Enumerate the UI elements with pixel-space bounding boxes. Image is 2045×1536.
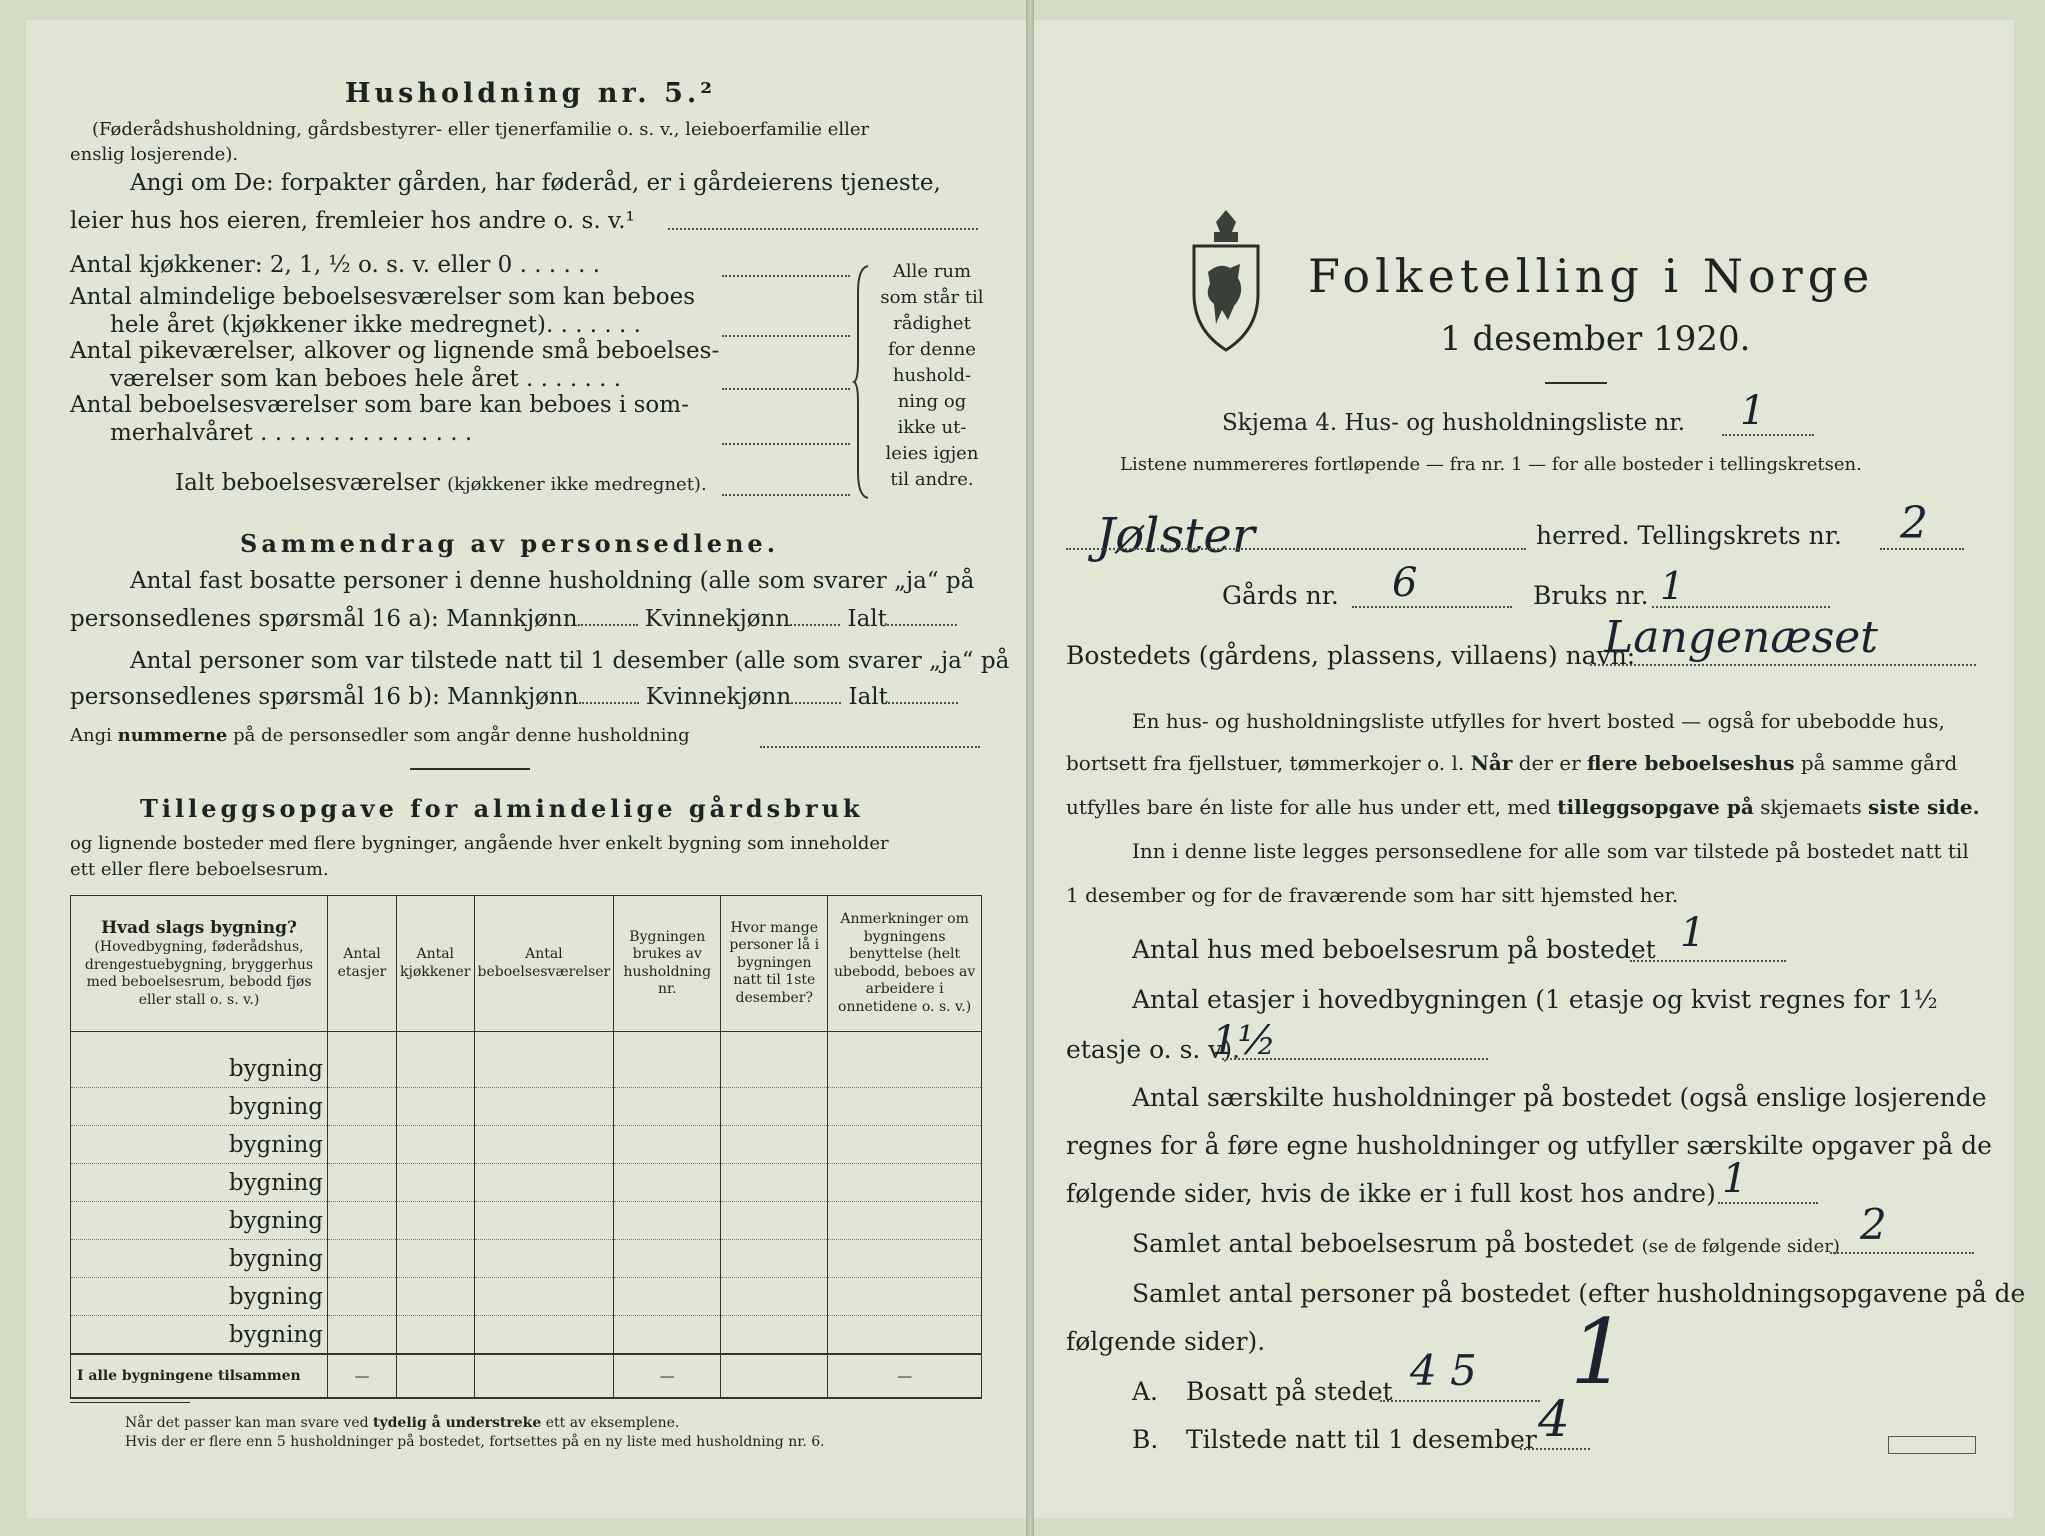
table-cell — [828, 1088, 982, 1126]
skjema-line: Skjema 4. Hus- og husholdningsliste nr. — [1222, 410, 1686, 436]
saerskilte-line-2: regnes for å føre egne husholdninger og utfyller særskilte opgaver på de — [1066, 1131, 1992, 1160]
table-cell — [828, 1278, 982, 1316]
angi-nummerne: Angi nummerne på de personsedler som angår denne husholdning — [70, 725, 690, 746]
antal-hus-value: 1 — [1680, 910, 1706, 956]
main-title: Folketelling i Norge — [1308, 249, 1875, 303]
table-total-row: I alle bygningene tilsammen — — — — [71, 1354, 982, 1398]
tillegg-intro-2: ett eller flere beboelsesrum. — [70, 859, 329, 880]
para1-line-3: utfylles bare én liste for alle hus under ett, med tilleggsopgave på skjemaets siste side. — [1066, 795, 1980, 819]
norway-coat-of-arms-icon — [1186, 206, 1266, 356]
cross-mark: 1 — [1570, 1300, 1628, 1405]
a-text: Bosatt på stedet — [1186, 1377, 1393, 1406]
table-cell — [474, 1050, 614, 1088]
col-building-type: Hvad slags bygning? (Hovedbygning, føderådshus, drengestuebygning, bryggerhus med beboelsesrum, bebodd fjøs eller stall o. s. v.) — [71, 896, 328, 1032]
table-cell — [397, 1278, 475, 1316]
table-cell — [828, 1164, 982, 1202]
summary-line-3: Antal personer som var tilstede natt til 1 desember (alle som svarer „ja“ på — [130, 648, 1010, 674]
table-cell — [328, 1316, 397, 1355]
building-label: bygning — [71, 1202, 328, 1240]
table-cell — [721, 1240, 828, 1278]
samlet-rum-value: 2 — [1860, 1200, 1887, 1249]
intro-line-2: enslig losjerende). — [70, 144, 239, 165]
tellingskrets-nr: 2 — [1900, 498, 1928, 549]
table-cell — [614, 1050, 721, 1088]
printer-stamp — [1888, 1436, 1976, 1454]
rooms-line-7: merhalvåret . . . . . . . . . . . . . . . — [110, 420, 473, 446]
rooms-line-6: Antal beboelsesværelser som bare kan beboes i som- — [70, 392, 689, 418]
table-cell — [828, 1316, 982, 1355]
table-cell — [828, 1202, 982, 1240]
para1-line-2: bortsett fra fjellstuer, tømmerkojer o. l. Når der er flere beboelseshus på samme gård — [1066, 751, 1958, 775]
census-date: 1 desember 1920. — [1440, 319, 1751, 359]
para1-line-1: En hus- og husholdningsliste utfylles for hvert bosted — også for ubebodde hus, — [1132, 709, 1945, 733]
table-cell — [828, 1126, 982, 1164]
table-cell — [397, 1050, 475, 1088]
table-row — [71, 1202, 982, 1240]
building-label: bygning — [71, 1088, 328, 1126]
table-cell — [721, 1278, 828, 1316]
b-text: Tilstede natt til 1 desember — [1186, 1425, 1537, 1454]
table-cell — [721, 1202, 828, 1240]
table-cell — [474, 1202, 614, 1240]
footnote-1: Når det passer kan man svare ved tydelig å understreke ett av eksemplene. — [125, 1415, 680, 1431]
rooms-total: Ialt beboelsesværelser (kjøkkener ikke medregnet). — [175, 470, 707, 496]
rooms-line-3: hele året (kjøkkener ikke medregnet). . . . . . . — [110, 312, 641, 338]
building-table — [70, 895, 982, 1399]
table-cell — [397, 1316, 475, 1355]
listene-note: Listene nummereres fortløpende — fra nr. 1 — for alle bosteder i tellingskretsen. — [1120, 454, 1862, 475]
table-row — [71, 1088, 982, 1126]
table-cell — [614, 1316, 721, 1355]
table-cell — [828, 1240, 982, 1278]
table-cell — [328, 1050, 397, 1088]
angi-line-1: Angi om De: forpakter gården, har føderåd, er i gårdeierens tjeneste, — [130, 170, 941, 196]
samlet-rum-label: Samlet antal beboelsesrum på bostedet (se de følgende sider) — [1132, 1229, 1840, 1258]
table-cell — [614, 1202, 721, 1240]
table-cell — [721, 1088, 828, 1126]
saerskilte-value: 1 — [1722, 1156, 1748, 1202]
para2-line-2: 1 desember og for de fraværende som har sitt hjemsted her. — [1066, 883, 1679, 907]
table-cell — [614, 1240, 721, 1278]
saerskilte-line-1: Antal særskilte husholdninger på bostedet (også enslige losjerende — [1132, 1083, 1987, 1112]
bosted-label: Bostedets (gårdens, plassens, villaens) navn: — [1066, 641, 1636, 670]
herred-value: Jølster — [1096, 508, 1255, 564]
table-row — [71, 1164, 982, 1202]
gards-label: Gårds nr. — [1222, 581, 1339, 610]
a-value: 4 5 — [1410, 1346, 1477, 1395]
table-cell — [397, 1164, 475, 1202]
building-label: bygning — [71, 1164, 328, 1202]
b-label: B. — [1132, 1425, 1159, 1454]
building-label: bygning — [71, 1240, 328, 1278]
table-cell — [328, 1164, 397, 1202]
household-title: Husholdning nr. 5.² — [345, 78, 717, 109]
table-row — [71, 1240, 982, 1278]
summary-title: Sammendrag av personsedlene. — [240, 529, 780, 558]
table-cell — [614, 1126, 721, 1164]
table-cell — [397, 1202, 475, 1240]
col-household-nr: Bygningen brukes av husholdning nr. — [614, 896, 721, 1032]
table-cell — [328, 1202, 397, 1240]
rooms-line-5: værelser som kan beboes hele året . . . . . . . — [110, 366, 622, 392]
herred-label: herred. Tellingskrets nr. — [1536, 521, 1842, 550]
table-cell — [397, 1240, 475, 1278]
census-sheet: Husholdning nr. 5.² (Føderådshusholdning, gårdsbestyrer- eller tjenerfamilie o. s. v., leieboerfamilie eller enslig losjerende). Angi om De: forpakter gården, har føderåd, er i gårdeierens tjeneste, leier hus hos eieren, fremleier hos andre o. s. v.¹ Antal kjøkkener: 2, 1, ½ o. s. v. eller 0 . . . . . . Antal almindelige beboelsesværelser som kan beboes hele året (kjøkkener ikke medregnet). . . . . . . Antal pikeværelser, alkover og lignende små beboelses- værelser som kan beboes hele året . . . . . . . Antal beboelsesværelser som bare kan beboes i som- merhalvåret . . . . . . . . . . . . . . . Ialt beboelsesværelser (kjøkkener ikke medregnet). Alle rum som står til rådighet for denne hushold- ning og ikke ut- leies igjen til andre. Sammendrag av personsedlene. Antal fast bosatte personer i denne husholdning (alle som svarer „ja“ på personsedlenes spørsmål 16 a): Mannkjønn Kvinnekjønn Ialt Antal personer som var tilstede natt til 1 desember (alle som svarer „ja“ på personsedlenes spørsmål 16 b): Mannkjønn Kvinnekjønn Ialt Angi nummerne på de personsedler som angår denne husholdning Tilleggsopgave for almindelige gårdsbruk og lignende bosteder med flere bygninger, angående hver enkelt bygning som inneholder ett eller flere beboelsesrum. Hvad slags bygning? (Hovedbygning, føderådshus, drengestuebygning, bryggerhus med beboelsesrum, bebodd fjøs eller stall o. s. v.) Antal etasjer Antal kjøkkener Antal beboelsesværelser Bygningen brukes av husholdning nr. Hvor mange personer lå i bygningen natt til 1ste desember? Anmerkninger om bygningens benyttelse (helt ubebodd, beboes av arbeidere i onnetidene o. s. v.) bygning bygning bygning bygning bygning bygning bygning bygning I alle bygningene tilsammen — — — Når det passer kan man svare ved tydelig å understreke ett av eksemplene. Hvis der er flere enn 5 husholdninger på bostedet, fortsettes på en ny liste med husholdning nr. 6. Folketelling i Norge 1 desember 1920. Skjema 4. Hus- og husholdningsliste nr. 1 Listene nummereres fortløpende — fra nr. 1 — for alle bosteder i tellingskretsen. Jølster herred. Tellingskrets nr. 2 Gårds nr. 6 Bruks nr. 1 Bostedets (gårdens, plassens, villaens) navn: Langenæset En hus- og husholdningsliste utfylles for hvert bosted — også for ubebodde hus, bortsett fra fjellstuer, tømmerkojer o. l. Når der er flere beboelseshus på samme gård utfylles bare én liste for alle hus under ett, med tilleggsopgave på skjemaets siste side. Inn i denne liste legges personsedlene for alle som var tilstede på bostedet natt til 1 desember og for de fraværende som har sitt hjemsted her. Antal hus med beboelsesrum på bostedet 1 Antal etasjer i hovedbygningen (1 etasje og kvist regnes for 1½ etasje o. s. v). 1½ Antal særskilte husholdninger på bostedet (også enslige losjerende regnes for å føre egne husholdninger og utfyller særskilte opgaver på de følgende sider, hvis de ikke er i full kost hos andre) 1 Samlet antal beboelsesrum på bostedet (se de følgende sider) 2 Samlet antal personer på bostedet (efter husholdningsopgavene på de følgende sider). A. Bosatt på stedet 4 5 B. Tilstede natt til 1 desember 4 1 — [0, 0, 2045, 1536]
table-cell — [474, 1088, 614, 1126]
building-table-body — [71, 1032, 982, 1399]
bruks-nr: 1 — [1660, 564, 1685, 608]
saerskilte-line-3: følgende sider, hvis de ikke er i full kost hos andre) — [1066, 1179, 1716, 1208]
etasjer-line-1: Antal etasjer i hovedbygningen (1 etasje og kvist regnes for 1½ — [1132, 985, 1938, 1014]
intro-line-1: (Føderådshusholdning, gårdsbestyrer- eller tjenerfamilie o. s. v., leieboerfamilie eller — [92, 119, 870, 140]
footnote-2: Hvis der er flere enn 5 husholdninger på bostedet, fortsettes på en ny liste med husholdning nr. 6. — [125, 1434, 825, 1450]
table-cell — [328, 1088, 397, 1126]
skjema-nr: 1 — [1740, 388, 1766, 434]
para2-line-1: Inn i denne liste legges personsedlene for alle som var tilstede på bostedet natt til — [1132, 839, 1969, 863]
table-row — [71, 1050, 982, 1088]
table-cell — [474, 1278, 614, 1316]
table-spacer-row — [71, 1032, 982, 1051]
table-cell — [474, 1164, 614, 1202]
building-label: bygning — [71, 1316, 328, 1355]
table-cell — [474, 1316, 614, 1355]
table-cell — [721, 1126, 828, 1164]
building-label: bygning — [71, 1126, 328, 1164]
bruks-label: Bruks nr. — [1533, 581, 1649, 610]
page-fold — [1026, 0, 1034, 1536]
summary-line-4: personsedlenes spørsmål 16 b): Mannkjønn Kvinnekjønn Ialt — [70, 684, 958, 710]
table-cell — [614, 1164, 721, 1202]
rooms-line-2: Antal almindelige beboelsesværelser som kan beboes — [70, 284, 696, 310]
col-floors: Antal etasjer — [328, 896, 397, 1032]
table-cell — [397, 1126, 475, 1164]
table-cell — [721, 1164, 828, 1202]
col-remarks: Anmerkninger om bygningens benyttelse (helt ubebodd, beboes av arbeidere i onnetidene o. s. v.) — [828, 896, 982, 1032]
gards-nr: 6 — [1392, 560, 1418, 606]
building-label: bygning — [71, 1278, 328, 1316]
table-cell — [828, 1050, 982, 1088]
etasjer-line-2: etasje o. s. v). — [1066, 1035, 1241, 1064]
rooms-line-1: Antal kjøkkener: 2, 1, ½ o. s. v. eller 0 . . . . . . — [70, 252, 601, 278]
samlet-pers-line-1: Samlet antal personer på bostedet (efter husholdningsopgavene på de — [1132, 1279, 2026, 1308]
table-cell — [721, 1316, 828, 1355]
col-persons: Hvor mange personer lå i bygningen natt til 1ste desember? — [721, 896, 828, 1032]
summary-line-1: Antal fast bosatte personer i denne husholdning (alle som svarer „ja“ på — [130, 568, 975, 594]
table-cell — [328, 1240, 397, 1278]
summary-line-2: personsedlenes spørsmål 16 a): Mannkjønn Kvinnekjønn Ialt — [70, 606, 957, 632]
brace — [852, 262, 874, 502]
rooms-line-4: Antal pikeværelser, alkover og lignende små beboelses- — [70, 338, 720, 364]
total-label: I alle bygningene tilsammen — [71, 1354, 328, 1398]
a-label: A. — [1132, 1377, 1159, 1406]
antal-hus-label: Antal hus med beboelsesrum på bostedet — [1132, 935, 1656, 964]
table-cell — [721, 1050, 828, 1088]
table-cell — [328, 1278, 397, 1316]
tillegg-title: Tilleggsopgave for almindelige gårdsbruk — [140, 794, 864, 823]
tillegg-intro-1: og lignende bosteder med flere bygninger, angående hver enkelt bygning som inneholder — [70, 833, 889, 854]
table-row — [71, 1278, 982, 1316]
table-cell — [474, 1126, 614, 1164]
table-cell — [474, 1240, 614, 1278]
angi-line-2: leier hus hos eieren, fremleier hos andre o. s. v.¹ — [70, 208, 635, 234]
building-label: bygning — [71, 1050, 328, 1088]
etasjer-value: 1½ — [1212, 1018, 1277, 1064]
col-rooms: Antal beboelsesværelser — [474, 896, 614, 1032]
samlet-pers-line-2: følgende sider). — [1066, 1327, 1266, 1356]
b-value: 4 — [1538, 1390, 1570, 1448]
bosted-value: Langenæset — [1604, 612, 1878, 663]
col-kitchens: Antal kjøkkener — [397, 896, 475, 1032]
table-cell — [614, 1088, 721, 1126]
table-cell — [397, 1088, 475, 1126]
table-row — [71, 1316, 982, 1355]
table-cell — [328, 1126, 397, 1164]
table-row — [71, 1126, 982, 1164]
table-cell — [614, 1278, 721, 1316]
